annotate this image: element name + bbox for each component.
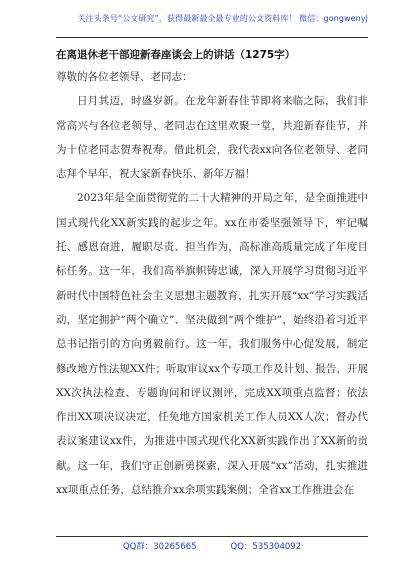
header-notice: 关注头条号“公文研究”，获得最新最全最专业的公文资料库！ 微信：gongwenyj	[77, 14, 368, 23]
paragraph-1: 日月其迈，时盛岁新。在龙年新春佳节即将来临之际，我们非常高兴与各位老领导、老同志在这里欢聚一堂，共迎新春佳节，并为十位老同志贺寿祝寿。借此机会，我代表xx向各位老领导、老同志拜个早年，祝大家新春快乐、新年万福！	[56, 95, 368, 181]
paragraph-2: 2023年是全面贯彻党的二十大精神的开局之年，是全面推进中国式现代化XX新实践的起步之年。xx在市委坚强领导下，牢记嘱托、感恩奋进，履职尽责、担当作为，高标准高质量完成了年度目标任务。这一年，我们高举旗帜铸忠诚，深入开展学习贯彻习近平新时代中国特色社会主义思想主题教育，扎实开展“xx”学习实践活动，坚定拥护“两个确立”、坚决做到“两个维护”，始终沿着习近平总书记指引的方向勇毅前行。这一年，我们服务中心促发展，制定修改地方性法规XX件；听取审议xx个专项工作及计划、报告，开展XX次执法检查、专题询问和评议测评，完成XX项重点监督；依法作出XX项决议决定，任免地方国家机关工作人员XX人次；督办代表议案建议xx件，为推进中国式现代化XX新实践作出了XX新的贡献。这一年，我们守正创新勇探索，深入开展“xx”活动，扎实推进xx项重点任务，总结推介xx余项实践案例；全省xx工作推进会在	[56, 192, 368, 497]
salutation: 尊敬的各位老领导、老同志：	[56, 71, 193, 83]
document-title: 在离退休老干部迎新春座谈会上的讲话（1275字）	[56, 49, 296, 61]
footer-qq-group: QQ群：30265665	[122, 542, 197, 552]
page-footer	[56, 536, 368, 555]
page-header	[56, 0, 368, 38]
footer-qq: QQ：535304092	[230, 542, 302, 552]
document-body	[56, 45, 368, 502]
